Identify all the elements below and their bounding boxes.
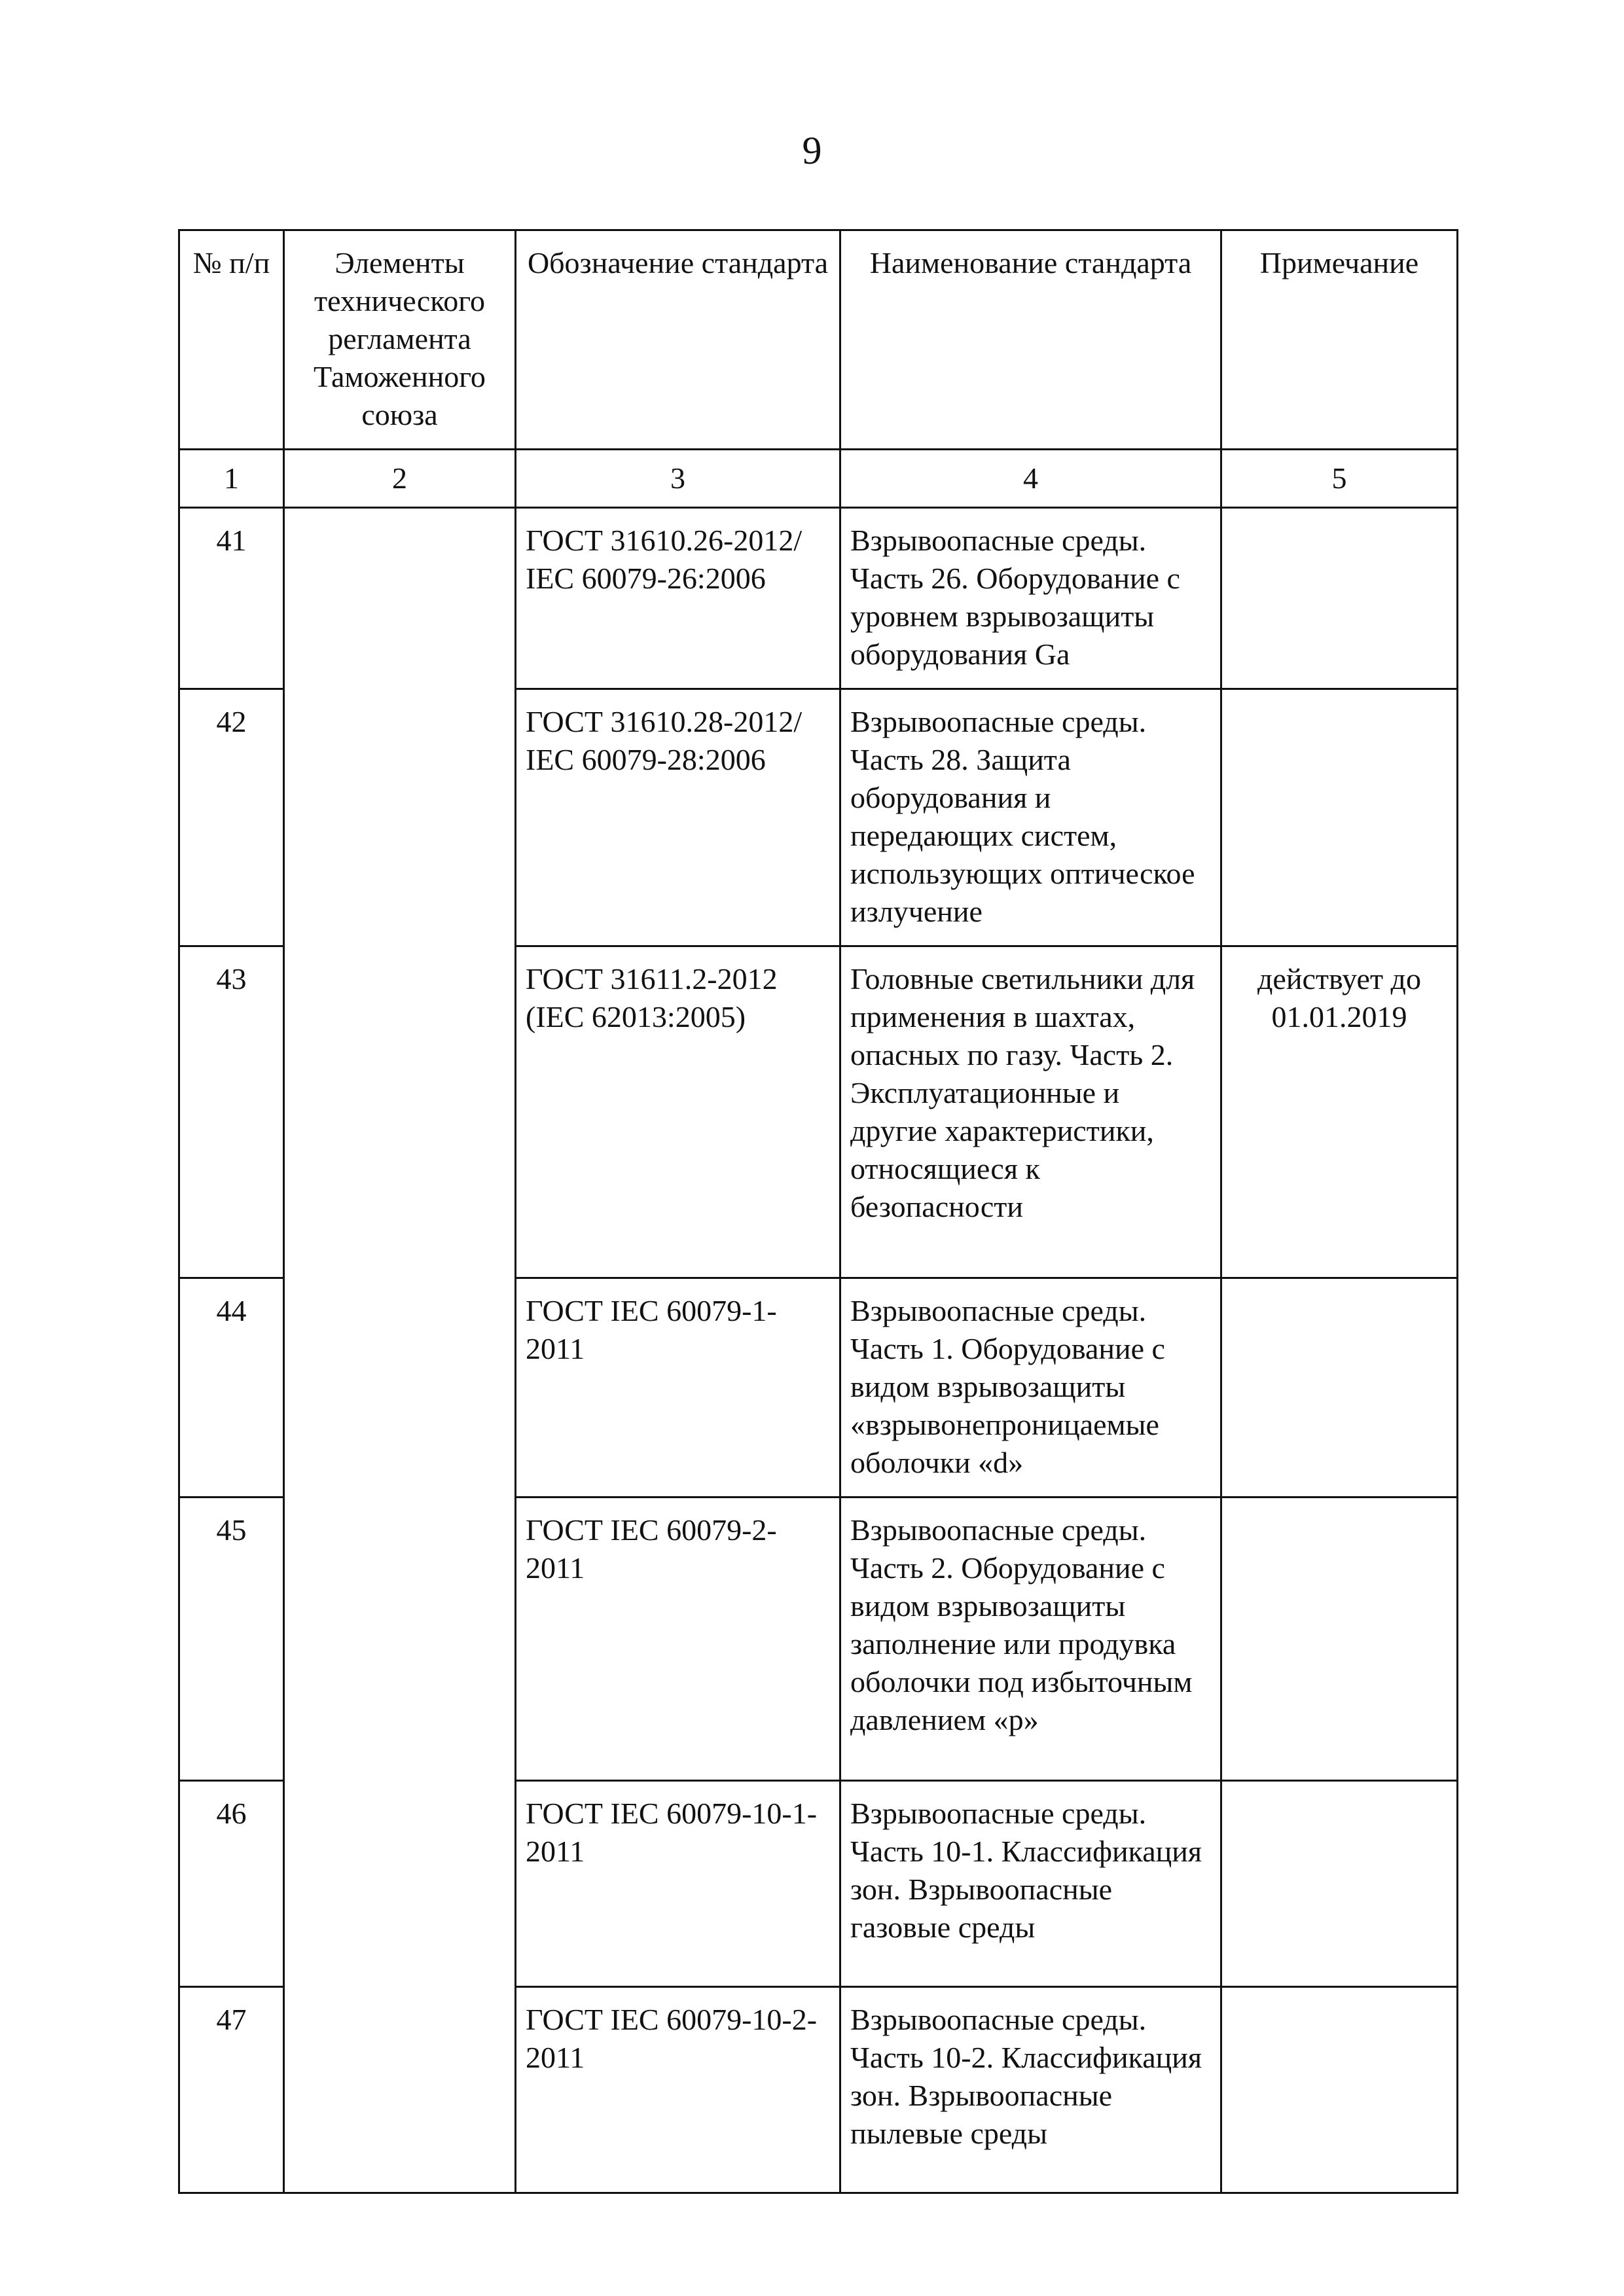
standard-name: Взрывоопасные среды. Часть 28. Защита оборудования и передающих систем, использующих оптическое излучение	[840, 689, 1221, 946]
header-note: Примечание	[1221, 230, 1458, 450]
header-name: Наименование стандарта	[840, 230, 1221, 450]
note	[1221, 689, 1458, 946]
row-number: 47	[179, 1987, 284, 2193]
standard-designation: ГОСТ 31610.26-2012/ IEC 60079-26:2006	[516, 508, 840, 689]
row-number: 42	[179, 689, 284, 946]
standard-designation: ГОСТ IEC 60079-1-2011	[516, 1278, 840, 1498]
row-number: 41	[179, 508, 284, 689]
page-number: 9	[802, 129, 822, 172]
row-number: 44	[179, 1278, 284, 1498]
note	[1221, 508, 1458, 689]
column-number-row	[179, 450, 1458, 508]
header-row	[179, 230, 1458, 450]
note	[1221, 1781, 1458, 1987]
note: действует до 01.01.2019	[1221, 946, 1458, 1278]
standard-designation: ГОСТ IEC 60079-10-1-2011	[516, 1781, 840, 1987]
column-number: 4	[840, 450, 1221, 508]
table-row	[179, 508, 1458, 689]
standard-name: Взрывоопасные среды. Часть 10-2. Классификация зон. Взрывоопасные пылевые среды	[840, 1987, 1221, 2193]
note	[1221, 1278, 1458, 1498]
standard-name: Взрывоопасные среды. Часть 2. Оборудование с видом взрывозащиты заполнение или продувка оболочки под избыточным давлением «р»	[840, 1498, 1221, 1781]
header-designation: Обозначение стандарта	[516, 230, 840, 450]
standard-designation: ГОСТ IEC 60079-10-2-2011	[516, 1987, 840, 2193]
column-number: 1	[179, 450, 284, 508]
standard-name: Взрывоопасные среды. Часть 26. Оборудование с уровнем взрывозащиты оборудования Ga	[840, 508, 1221, 689]
element-cell	[284, 508, 516, 2193]
row-number: 46	[179, 1781, 284, 1987]
standards-table	[178, 229, 1458, 2194]
note	[1221, 1987, 1458, 2193]
column-number: 5	[1221, 450, 1458, 508]
standard-designation: ГОСТ IEC 60079-2-2011	[516, 1498, 840, 1781]
note	[1221, 1498, 1458, 1781]
standard-name: Головные светильники для применения в шахтах, опасных по газу. Часть 2. Эксплуатационные и другие характеристики, относящиеся к безопасности	[840, 946, 1221, 1278]
standard-designation: ГОСТ 31610.28-2012/ IEC 60079-28:2006	[516, 689, 840, 946]
row-number: 45	[179, 1498, 284, 1781]
header-num: № п/п	[179, 230, 284, 450]
row-number: 43	[179, 946, 284, 1278]
standard-designation: ГОСТ 31611.2-2012 (IEC 62013:2005)	[516, 946, 840, 1278]
column-number: 3	[516, 450, 840, 508]
standard-name: Взрывоопасные среды. Часть 1. Оборудование с видом взрывозащиты «взрывонепроницаемые оболочки «d»	[840, 1278, 1221, 1498]
column-number: 2	[284, 450, 516, 508]
header-elements: Элементы технического регламента Таможенного союза	[284, 230, 516, 450]
standard-name: Взрывоопасные среды. Часть 10-1. Классификация зон. Взрывоопасные газовые среды	[840, 1781, 1221, 1987]
